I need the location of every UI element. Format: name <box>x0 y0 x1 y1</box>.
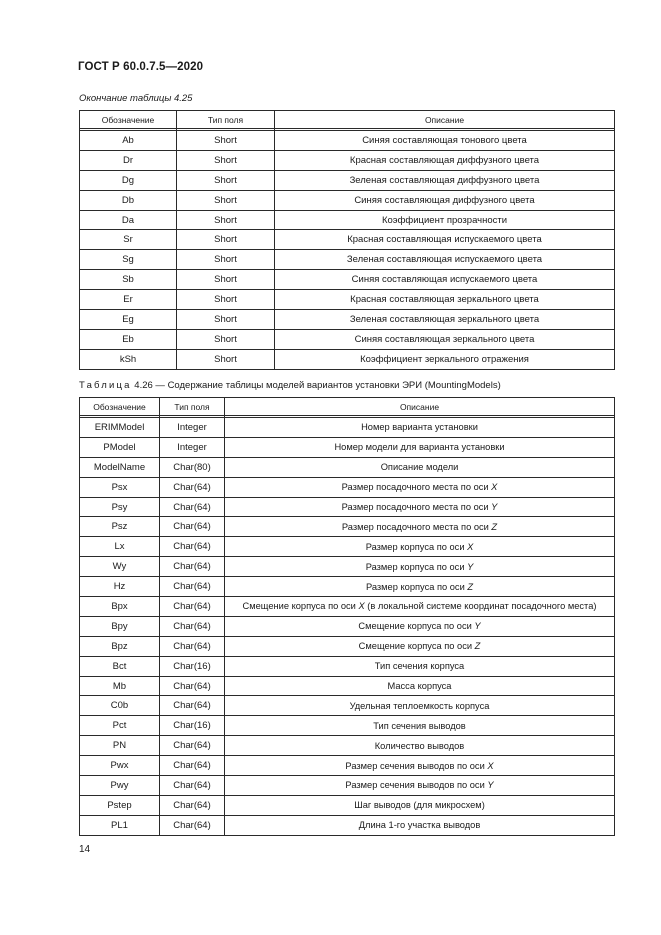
description-text: Синяя составляющая тонового цвета <box>362 134 527 146</box>
description-text: Зеленая составляющая испускаемого цвета <box>346 254 543 266</box>
description-cell <box>225 477 615 497</box>
field-type-cell: Char(64) <box>160 577 225 597</box>
field-type-cell: Short <box>177 210 275 230</box>
description-text: Коэффициент прозрачности <box>381 214 508 226</box>
description-text: Размер корпуса по оси <box>365 581 468 592</box>
designation-cell: Dr <box>80 150 177 170</box>
designation-cell: Pstep <box>80 795 160 815</box>
header-description: Описание <box>275 111 615 129</box>
field-type-cell: Char(16) <box>160 656 225 676</box>
description-cell <box>275 150 615 170</box>
description-text: Количество выводов <box>374 740 465 751</box>
axis-label: X <box>491 482 498 493</box>
description-cell <box>275 210 615 230</box>
table-row <box>80 131 615 151</box>
field-type-cell: Short <box>177 270 275 290</box>
table-row <box>80 616 615 636</box>
description-text: Описание модели <box>380 462 459 473</box>
designation-cell: Sb <box>80 270 177 290</box>
description-text: Номер варианта установки <box>361 422 478 433</box>
header-field-type: Тип поля <box>160 398 225 416</box>
designation-cell: Bpx <box>80 597 160 617</box>
description-cell <box>225 696 615 716</box>
designation-cell: ModelName <box>80 457 160 477</box>
description-cell <box>225 557 615 577</box>
description-cell <box>225 616 615 636</box>
designation-cell: Lx <box>80 537 160 557</box>
field-type-cell: Short <box>177 230 275 250</box>
field-type-cell: Short <box>177 170 275 190</box>
description-text: Шаг выводов (для микросхем) <box>354 800 485 811</box>
description-cell <box>225 418 615 438</box>
axis-label: X <box>487 760 494 771</box>
field-type-cell: Char(64) <box>160 557 225 577</box>
table-row <box>80 537 615 557</box>
axis-label: X <box>467 541 474 552</box>
description-cell <box>275 310 615 330</box>
description-text: Коэффициент зеркального отражения <box>360 353 529 365</box>
description-cell <box>225 497 615 517</box>
table-4-26-caption <box>79 380 501 391</box>
description-cell <box>225 756 615 776</box>
axis-label: Y <box>487 780 494 791</box>
description-cell <box>225 815 615 835</box>
description-cell <box>275 329 615 349</box>
designation-cell: C0b <box>80 696 160 716</box>
description-text: Смещение корпуса по оси <box>358 621 475 632</box>
designation-cell: Ab <box>80 131 177 151</box>
description-cell <box>225 517 615 537</box>
description-cell <box>275 170 615 190</box>
table-row <box>80 716 615 736</box>
axis-label: Z <box>474 641 481 652</box>
table-row <box>80 497 615 517</box>
designation-cell: Eg <box>80 310 177 330</box>
table-row <box>80 230 615 250</box>
field-type-cell: Char(64) <box>160 517 225 537</box>
table-4-26 <box>79 397 615 836</box>
designation-cell: Pwx <box>80 756 160 776</box>
description-text: Смещение корпуса по оси <box>358 641 475 652</box>
field-type-cell: Char(64) <box>160 815 225 835</box>
header-designation: Обозначение <box>80 111 177 129</box>
field-type-cell: Char(64) <box>160 756 225 776</box>
field-type-cell: Char(64) <box>160 497 225 517</box>
field-type-cell: Char(64) <box>160 636 225 656</box>
description-text: Размер посадочного места по оси <box>341 521 492 532</box>
description-cell <box>225 577 615 597</box>
table-row <box>80 270 615 290</box>
field-type-cell: Short <box>177 290 275 310</box>
header-designation: Обозначение <box>80 398 160 416</box>
field-type-cell: Char(80) <box>160 457 225 477</box>
designation-cell: Psx <box>80 477 160 497</box>
description-text: Синяя составляющая диффузного цвета <box>354 194 535 206</box>
table-row <box>80 795 615 815</box>
description-text: Синяя составляющая зеркального цвета <box>354 333 535 345</box>
designation-cell: PModel <box>80 437 160 457</box>
field-type-cell: Char(64) <box>160 776 225 796</box>
description-cell <box>275 230 615 250</box>
table-row <box>80 776 615 796</box>
table-row <box>80 477 615 497</box>
description-cell <box>275 190 615 210</box>
header-field-type: Тип поля <box>177 111 275 129</box>
table-row <box>80 457 615 477</box>
description-cell <box>225 656 615 676</box>
table-row <box>80 290 615 310</box>
designation-cell: Da <box>80 210 177 230</box>
designation-cell: ERIMModel <box>80 418 160 438</box>
field-type-cell: Short <box>177 250 275 270</box>
table-row <box>80 696 615 716</box>
table-row <box>80 310 615 330</box>
designation-cell: Psy <box>80 497 160 517</box>
description-text: Размер посадочного места по оси <box>341 482 492 493</box>
field-type-cell: Char(64) <box>160 477 225 497</box>
description-text: Зеленая составляющая зеркального цвета <box>349 313 540 325</box>
designation-cell: Sr <box>80 230 177 250</box>
description-cell <box>225 437 615 457</box>
designation-cell: Pwy <box>80 776 160 796</box>
field-type-cell: Short <box>177 190 275 210</box>
designation-cell: Wy <box>80 557 160 577</box>
table-row <box>80 577 615 597</box>
description-text: Размер сечения выводов по оси <box>345 760 488 771</box>
designation-cell: Hz <box>80 577 160 597</box>
table-row <box>80 597 615 617</box>
designation-cell: Er <box>80 290 177 310</box>
description-cell <box>225 716 615 736</box>
designation-cell: PL1 <box>80 815 160 835</box>
description-suffix: (в локальной системе координат посадочного места) <box>364 601 597 612</box>
description-cell <box>225 736 615 756</box>
designation-cell: PN <box>80 736 160 756</box>
table-row <box>80 349 615 369</box>
designation-cell: Db <box>80 190 177 210</box>
designation-cell: Bpy <box>80 616 160 636</box>
description-text: Зеленая составляющая диффузного цвета <box>349 174 540 186</box>
field-type-cell: Short <box>177 329 275 349</box>
axis-label: Z <box>491 521 498 532</box>
table-row <box>80 557 615 577</box>
field-type-cell: Integer <box>160 418 225 438</box>
designation-cell: Bct <box>80 656 160 676</box>
description-text: Номер модели для варианта установки <box>334 442 505 453</box>
table-row <box>80 437 615 457</box>
field-type-cell: Short <box>177 349 275 369</box>
page-number: 14 <box>79 844 91 855</box>
axis-label: Y <box>474 621 481 632</box>
table-row <box>80 418 615 438</box>
table-row <box>80 517 615 537</box>
description-cell <box>225 676 615 696</box>
description-cell <box>225 457 615 477</box>
table-row <box>80 250 615 270</box>
table-4-25-caption: Окончание таблицы 4.25 <box>79 93 193 104</box>
axis-label: Y <box>467 561 474 572</box>
description-text: Масса корпуса <box>387 681 452 692</box>
table-row <box>80 636 615 656</box>
axis-label: Z <box>467 581 474 592</box>
description-cell <box>225 636 615 656</box>
description-cell <box>225 597 615 617</box>
table-row <box>80 756 615 776</box>
designation-cell: kSh <box>80 349 177 369</box>
table-row <box>80 736 615 756</box>
description-text: Размер корпуса по оси <box>365 561 468 572</box>
description-cell <box>225 795 615 815</box>
description-text: Тип сечения корпуса <box>374 661 465 672</box>
description-text: Красная составляющая зеркального цвета <box>350 294 539 306</box>
designation-cell: Dg <box>80 170 177 190</box>
table-4-26-caption-text: 4.26 — Содержание таблицы моделей вариантов установки ЭРИ (MountingModels) <box>131 380 501 391</box>
table-row <box>80 170 615 190</box>
field-type-cell: Short <box>177 150 275 170</box>
description-text: Тип сечения выводов <box>373 720 466 731</box>
field-type-cell: Char(64) <box>160 537 225 557</box>
document-code: ГОСТ Р 60.0.7.5—2020 <box>78 61 204 73</box>
field-type-cell: Integer <box>160 437 225 457</box>
description-cell <box>275 131 615 151</box>
field-type-cell: Short <box>177 310 275 330</box>
table-4-26-body <box>80 416 615 836</box>
table-row <box>80 150 615 170</box>
table-4-25 <box>79 110 615 370</box>
description-cell <box>275 270 615 290</box>
axis-label: X <box>358 601 365 612</box>
description-text: Смещение корпуса по оси <box>242 601 359 612</box>
description-cell <box>275 349 615 369</box>
table-row <box>80 210 615 230</box>
designation-cell: Mb <box>80 676 160 696</box>
designation-cell: Psz <box>80 517 160 537</box>
axis-label: Y <box>491 502 498 512</box>
designation-cell: Eb <box>80 329 177 349</box>
field-type-cell: Short <box>177 131 275 151</box>
field-type-cell: Char(64) <box>160 597 225 617</box>
description-text: Красная составляющая испускаемого цвета <box>347 234 542 246</box>
field-type-cell: Char(64) <box>160 616 225 636</box>
field-type-cell: Char(64) <box>160 736 225 756</box>
description-cell <box>275 250 615 270</box>
designation-cell: Bpz <box>80 636 160 656</box>
description-cell <box>225 776 615 796</box>
description-cell <box>225 537 615 557</box>
field-type-cell: Char(16) <box>160 716 225 736</box>
table-4-26-caption-prefix: Таблица <box>79 380 132 391</box>
field-type-cell: Char(64) <box>160 676 225 696</box>
table-row <box>80 676 615 696</box>
description-text: Красная составляющая диффузного цвета <box>349 154 540 166</box>
table-row <box>80 190 615 210</box>
designation-cell: Sg <box>80 250 177 270</box>
designation-cell: Pct <box>80 716 160 736</box>
description-text: Удельная теплоемкость корпуса <box>349 700 490 711</box>
table-row <box>80 815 615 835</box>
table-row <box>80 656 615 676</box>
table-4-25-body <box>80 129 615 370</box>
description-text: Размер посадочного места по оси <box>341 502 492 512</box>
table-row <box>80 329 615 349</box>
description-text: Длина 1-го участка выводов <box>358 820 481 831</box>
field-type-cell: Char(64) <box>160 696 225 716</box>
description-text: Размер сечения выводов по оси <box>345 780 488 791</box>
description-text: Синяя составляющая испускаемого цвета <box>351 274 538 286</box>
field-type-cell: Char(64) <box>160 795 225 815</box>
description-cell <box>275 290 615 310</box>
header-description: Описание <box>225 398 615 416</box>
description-text: Размер корпуса по оси <box>365 541 468 552</box>
